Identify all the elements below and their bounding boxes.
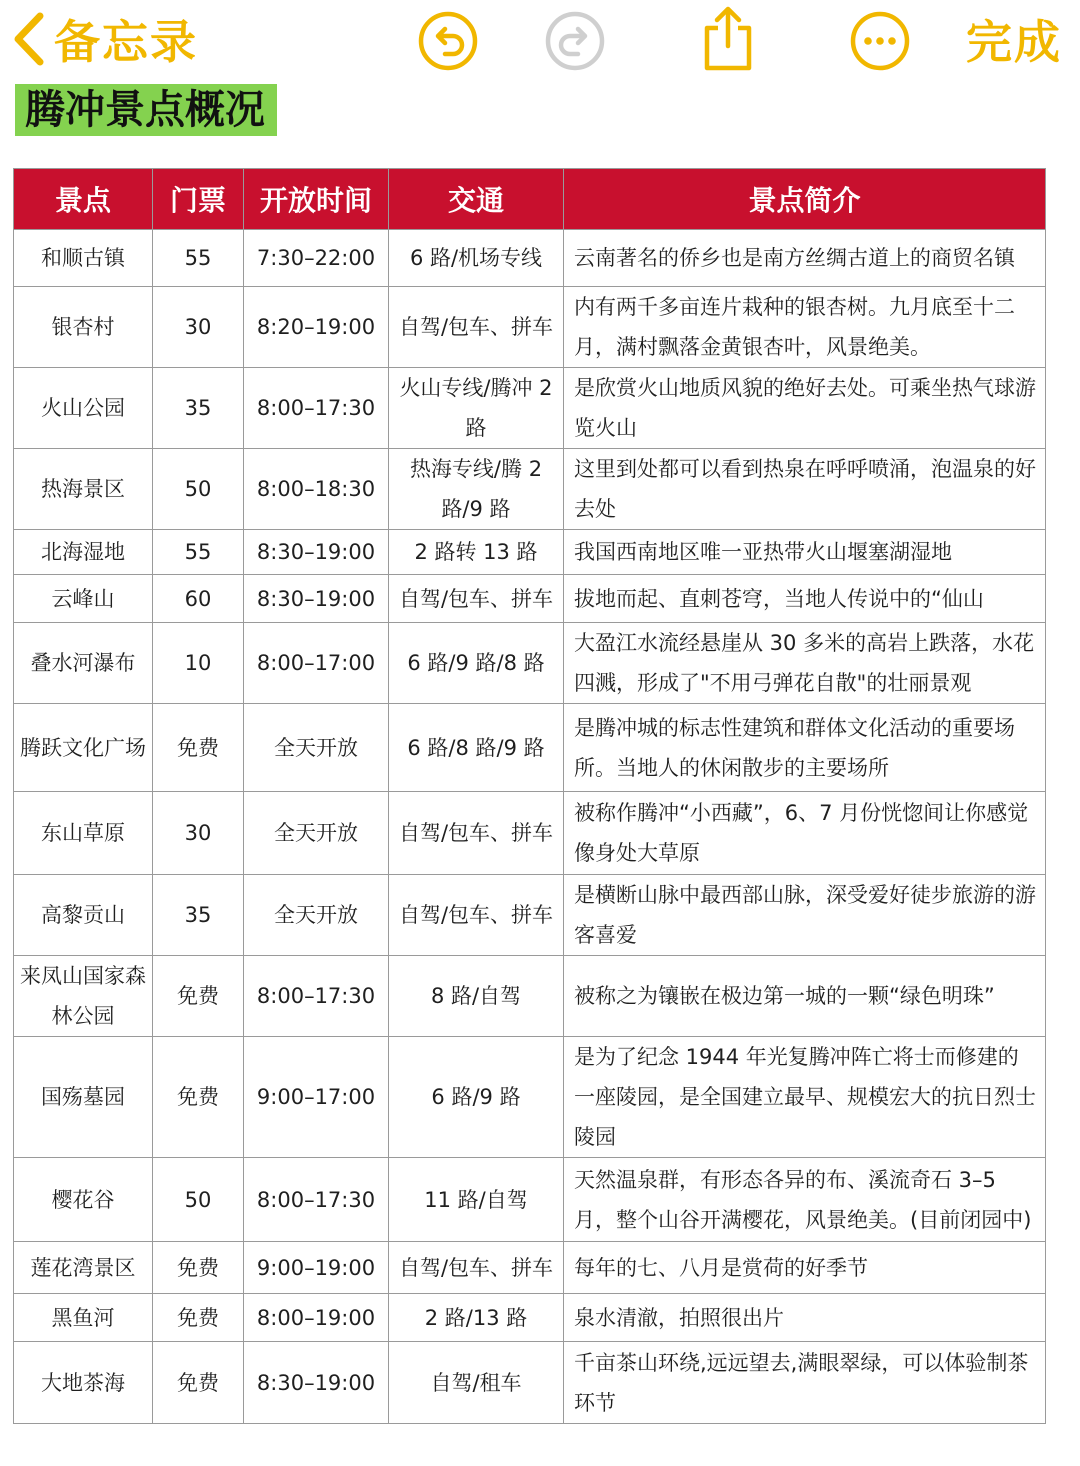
cell-hours: 全天开放 (244, 704, 389, 792)
redo-icon (544, 10, 606, 72)
cell-ticket: 免费 (153, 1294, 244, 1342)
table-row[interactable] (14, 875, 1046, 956)
cell-hours: 8:20–19:00 (244, 287, 389, 368)
cell-transport: 11 路/自驾 (389, 1158, 564, 1242)
cell-transport: 2 路转 13 路 (389, 530, 564, 575)
table-row[interactable] (14, 704, 1046, 792)
cell-ticket: 免费 (153, 1242, 244, 1294)
cell-ticket: 50 (153, 1158, 244, 1242)
cell-hours: 8:30–19:00 (244, 1342, 389, 1424)
cell-name: 高黎贡山 (14, 875, 153, 956)
table-row[interactable] (14, 287, 1046, 368)
cell-name: 北海湿地 (14, 530, 153, 575)
cell-name: 国殇墓园 (14, 1037, 153, 1158)
cell-hours: 8:00–17:30 (244, 1158, 389, 1242)
back-button[interactable] (10, 6, 198, 72)
table-row[interactable] (14, 792, 1046, 875)
cell-transport: 6 路/9 路 (389, 1037, 564, 1158)
cell-name: 和顺古镇 (14, 230, 153, 287)
share-icon (699, 4, 757, 74)
header-transport: 交通 (389, 169, 564, 230)
more-button[interactable] (847, 8, 913, 74)
table-row[interactable] (14, 1342, 1046, 1424)
table (13, 168, 1046, 1424)
cell-intro: 千亩茶山环绕,远远望去,满眼翠绿，可以体验制茶环节 (564, 1342, 1046, 1424)
cell-ticket: 35 (153, 368, 244, 449)
table-row[interactable] (14, 1294, 1046, 1342)
cell-intro: 是横断山脉中最西部山脉，深受爱好徒步旅游的游客喜爱 (564, 875, 1046, 956)
cell-transport: 6 路/机场专线 (389, 230, 564, 287)
cell-name: 热海景区 (14, 449, 153, 530)
undo-button[interactable] (415, 8, 481, 74)
table-row[interactable] (14, 368, 1046, 449)
cell-intro: 云南著名的侨乡也是南方丝绸古道上的商贸名镇 (564, 230, 1046, 287)
share-button[interactable] (697, 4, 759, 74)
cell-ticket: 35 (153, 875, 244, 956)
cell-name: 樱花谷 (14, 1158, 153, 1242)
cell-intro: 大盈江水流经悬崖从 30 多米的高岩上跌落，水花四溅，形成了"不用弓弹花自散"的壮丽景观 (564, 623, 1046, 704)
table-row[interactable] (14, 956, 1046, 1037)
cell-transport: 热海专线/腾 2 路/9 路 (389, 449, 564, 530)
cell-ticket: 10 (153, 623, 244, 704)
table-row[interactable] (14, 1158, 1046, 1242)
cell-transport: 8 路/自驾 (389, 956, 564, 1037)
header-intro: 景点简介 (564, 169, 1046, 230)
table-row[interactable] (14, 530, 1046, 575)
cell-intro: 是腾冲城的标志性建筑和群体文化活动的重要场所。当地人的休闲散步的主要场所 (564, 704, 1046, 792)
cell-hours: 8:00–17:30 (244, 368, 389, 449)
cell-intro: 是为了纪念 1944 年光复腾冲阵亡将士而修建的一座陵园，是全国建立最早、规模宏大的抗日烈士陵园 (564, 1037, 1046, 1158)
attractions-table[interactable] (13, 168, 1045, 1424)
cell-ticket: 50 (153, 449, 244, 530)
cell-intro: 天然温泉群，有形态各异的布、溪流奇石 3–5 月，整个山谷开满樱花，风景绝美。(目前闭园中) (564, 1158, 1046, 1242)
cell-name: 来凤山国家森林公园 (14, 956, 153, 1037)
cell-hours: 全天开放 (244, 792, 389, 875)
navigation-bar (0, 0, 1080, 80)
chevron-left-icon (10, 10, 46, 68)
table-row[interactable] (14, 575, 1046, 623)
cell-hours: 8:00–17:30 (244, 956, 389, 1037)
cell-intro: 每年的七、八月是赏荷的好季节 (564, 1242, 1046, 1294)
table-row[interactable] (14, 449, 1046, 530)
cell-transport: 6 路/8 路/9 路 (389, 704, 564, 792)
cell-intro: 被称之为镶嵌在极边第一城的一颗“绿色明珠” (564, 956, 1046, 1037)
cell-intro: 泉水清澈，拍照很出片 (564, 1294, 1046, 1342)
done-button[interactable]: 完成 (966, 15, 1062, 69)
cell-intro: 内有两千多亩连片栽种的银杏树。九月底至十二月，满村飘落金黄银杏叶，风景绝美。 (564, 287, 1046, 368)
cell-intro: 拔地而起、直刺苍穹，当地人传说中的“仙山 (564, 575, 1046, 623)
cell-intro: 这里到处都可以看到热泉在呼呼喷涌，泡温泉的好去处 (564, 449, 1046, 530)
table-row[interactable] (14, 230, 1046, 287)
cell-transport: 自驾/包车、拼车 (389, 1242, 564, 1294)
header-hours: 开放时间 (244, 169, 389, 230)
cell-name: 黑鱼河 (14, 1294, 153, 1342)
cell-ticket: 55 (153, 530, 244, 575)
undo-icon (417, 10, 479, 72)
note-title[interactable]: 腾冲景点概况 (15, 84, 277, 136)
cell-hours: 9:00–19:00 (244, 1242, 389, 1294)
cell-transport: 自驾/包车、拼车 (389, 792, 564, 875)
cell-name: 叠水河瀑布 (14, 623, 153, 704)
cell-hours: 全天开放 (244, 875, 389, 956)
cell-ticket: 60 (153, 575, 244, 623)
cell-hours: 8:00–18:30 (244, 449, 389, 530)
table-header-row (14, 169, 1046, 230)
cell-transport: 2 路/13 路 (389, 1294, 564, 1342)
cell-name: 云峰山 (14, 575, 153, 623)
cell-name: 银杏村 (14, 287, 153, 368)
redo-button[interactable] (542, 8, 608, 74)
cell-ticket: 免费 (153, 1342, 244, 1424)
cell-transport: 自驾/租车 (389, 1342, 564, 1424)
cell-ticket: 30 (153, 792, 244, 875)
cell-ticket: 免费 (153, 1037, 244, 1158)
back-label: 备忘录 (54, 15, 198, 69)
cell-ticket: 免费 (153, 704, 244, 792)
cell-name: 火山公园 (14, 368, 153, 449)
cell-name: 莲花湾景区 (14, 1242, 153, 1294)
cell-hours: 7:30–22:00 (244, 230, 389, 287)
cell-transport: 自驾/包车、拼车 (389, 287, 564, 368)
cell-hours: 8:30–19:00 (244, 530, 389, 575)
cell-hours: 8:30–19:00 (244, 575, 389, 623)
cell-intro: 是欣赏火山地质风貌的绝好去处。可乘坐热气球游览火山 (564, 368, 1046, 449)
cell-transport: 火山专线/腾冲 2 路 (389, 368, 564, 449)
cell-transport: 自驾/包车、拼车 (389, 575, 564, 623)
cell-hours: 9:00–17:00 (244, 1037, 389, 1158)
cell-ticket: 55 (153, 230, 244, 287)
cell-hours: 8:00–19:00 (244, 1294, 389, 1342)
table-row[interactable] (14, 623, 1046, 704)
table-row[interactable] (14, 1242, 1046, 1294)
cell-transport: 6 路/9 路/8 路 (389, 623, 564, 704)
cell-intro: 我国西南地区唯一亚热带火山堰塞湖湿地 (564, 530, 1046, 575)
table-row[interactable] (14, 1037, 1046, 1158)
header-ticket: 门票 (153, 169, 244, 230)
cell-name: 腾跃文化广场 (14, 704, 153, 792)
cell-hours: 8:00–17:00 (244, 623, 389, 704)
cell-intro: 被称作腾冲“小西藏”，6、7 月份恍惚间让你感觉像身处大草原 (564, 792, 1046, 875)
cell-name: 东山草原 (14, 792, 153, 875)
cell-ticket: 30 (153, 287, 244, 368)
cell-transport: 自驾/包车、拼车 (389, 875, 564, 956)
cell-ticket: 免费 (153, 956, 244, 1037)
cell-name: 大地茶海 (14, 1342, 153, 1424)
header-name: 景点 (14, 169, 153, 230)
more-icon (849, 10, 911, 72)
